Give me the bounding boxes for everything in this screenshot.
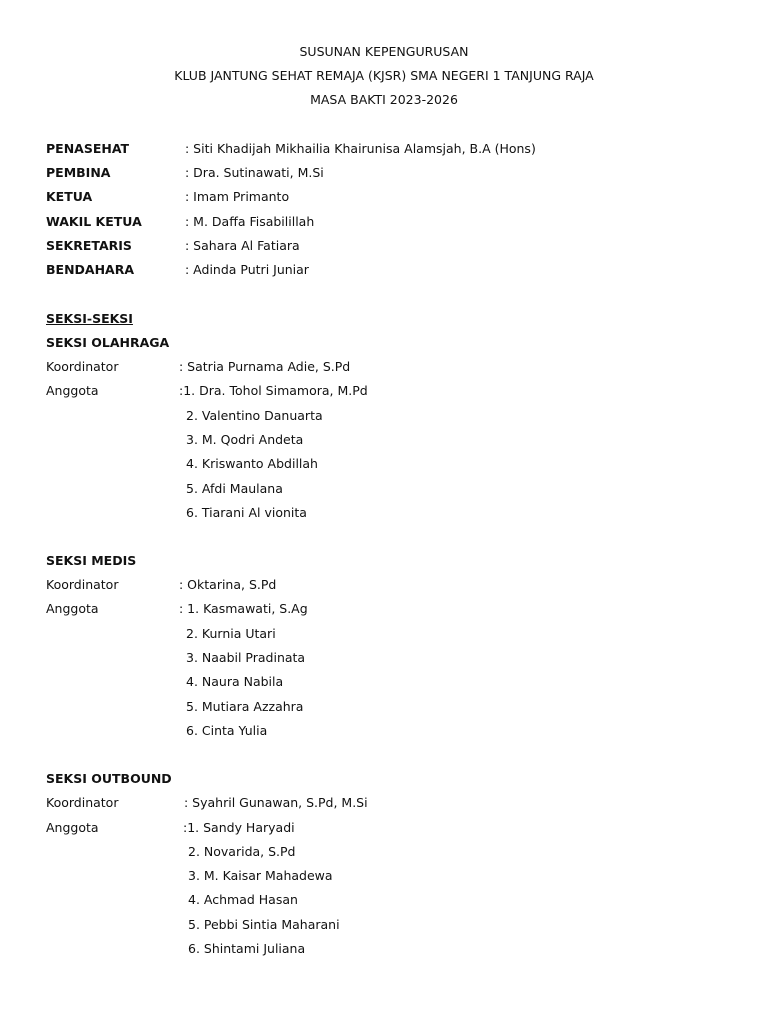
anggota-name: :1. Dra. Tohol Simamora, M.Pd <box>179 383 368 398</box>
anggota-name: 5. Mutiara Azzahra <box>186 699 304 714</box>
pengurus-name: : Dra. Sutinawati, M.Si <box>185 165 324 180</box>
pengurus-role: WAKIL KETUA <box>46 214 142 229</box>
anggota-name: 2. Kurnia Utari <box>186 626 276 641</box>
koordinator-label: Koordinator <box>46 359 119 374</box>
koordinator-name: : Satria Purnama Adie, S.Pd <box>179 359 351 374</box>
anggota-name: 5. Pebbi Sintia Maharani <box>188 917 340 932</box>
seksi-title: SEKSI-SEKSI <box>46 311 133 326</box>
pengurus-role: BENDAHARA <box>46 262 135 277</box>
anggota-label: Anggota <box>46 383 99 398</box>
pengurus-name: : M. Daffa Fisabilillah <box>185 214 315 229</box>
pengurus-name: : Sahara Al Fatiara <box>185 238 300 253</box>
koordinator-label: Koordinator <box>46 577 119 592</box>
pengurus-role: SEKRETARIS <box>46 238 132 253</box>
doc-title: SUSUNAN KEPENGURUSAN <box>299 44 469 59</box>
seksi-heading: SEKSI MEDIS <box>46 553 137 568</box>
pengurus-role: PEMBINA <box>46 165 111 180</box>
anggota-name: 6. Tiarani Al vionita <box>186 505 307 520</box>
seksi-heading: SEKSI OLAHRAGA <box>46 335 170 350</box>
anggota-name: :1. Sandy Haryadi <box>183 820 295 835</box>
anggota-name: 4. Naura Nabila <box>186 674 284 689</box>
anggota-name: 3. M. Qodri Andeta <box>186 432 304 447</box>
koordinator-name: : Oktarina, S.Pd <box>179 577 277 592</box>
pengurus-role: PENASEHAT <box>46 141 130 156</box>
koordinator-label: Koordinator <box>46 795 119 810</box>
doc-subtitle: KLUB JANTUNG SEHAT REMAJA (KJSR) SMA NEGERI 1 TANJUNG RAJA <box>174 68 594 83</box>
anggota-name: 5. Afdi Maulana <box>186 481 283 496</box>
anggota-label: Anggota <box>46 601 99 616</box>
anggota-name: 4. Kriswanto Abdillah <box>186 456 318 471</box>
anggota-label: Anggota <box>46 820 99 835</box>
anggota-name: 2. Novarida, S.Pd <box>188 844 296 859</box>
anggota-name: 6. Shintami Juliana <box>188 941 306 956</box>
pengurus-name: : Adinda Putri Juniar <box>185 262 309 277</box>
anggota-name: 3. M. Kaisar Mahadewa <box>188 868 333 883</box>
anggota-name: 2. Valentino Danuarta <box>186 408 323 423</box>
pengurus-role: KETUA <box>46 189 93 204</box>
seksi-heading: SEKSI OUTBOUND <box>46 771 172 786</box>
koordinator-name: : Syahril Gunawan, S.Pd, M.Si <box>184 795 368 810</box>
anggota-name: : 1. Kasmawati, S.Ag <box>179 601 308 616</box>
anggota-name: 4. Achmad Hasan <box>188 892 298 907</box>
doc-period: MASA BAKTI 2023-2026 <box>310 92 458 107</box>
anggota-name: 6. Cinta Yulia <box>186 723 268 738</box>
anggota-name: 3. Naabil Pradinata <box>186 650 306 665</box>
pengurus-name: : Siti Khadijah Mikhailia Khairunisa Alamsjah, B.A (Hons) <box>185 141 536 156</box>
pengurus-name: : Imam Primanto <box>185 189 290 204</box>
